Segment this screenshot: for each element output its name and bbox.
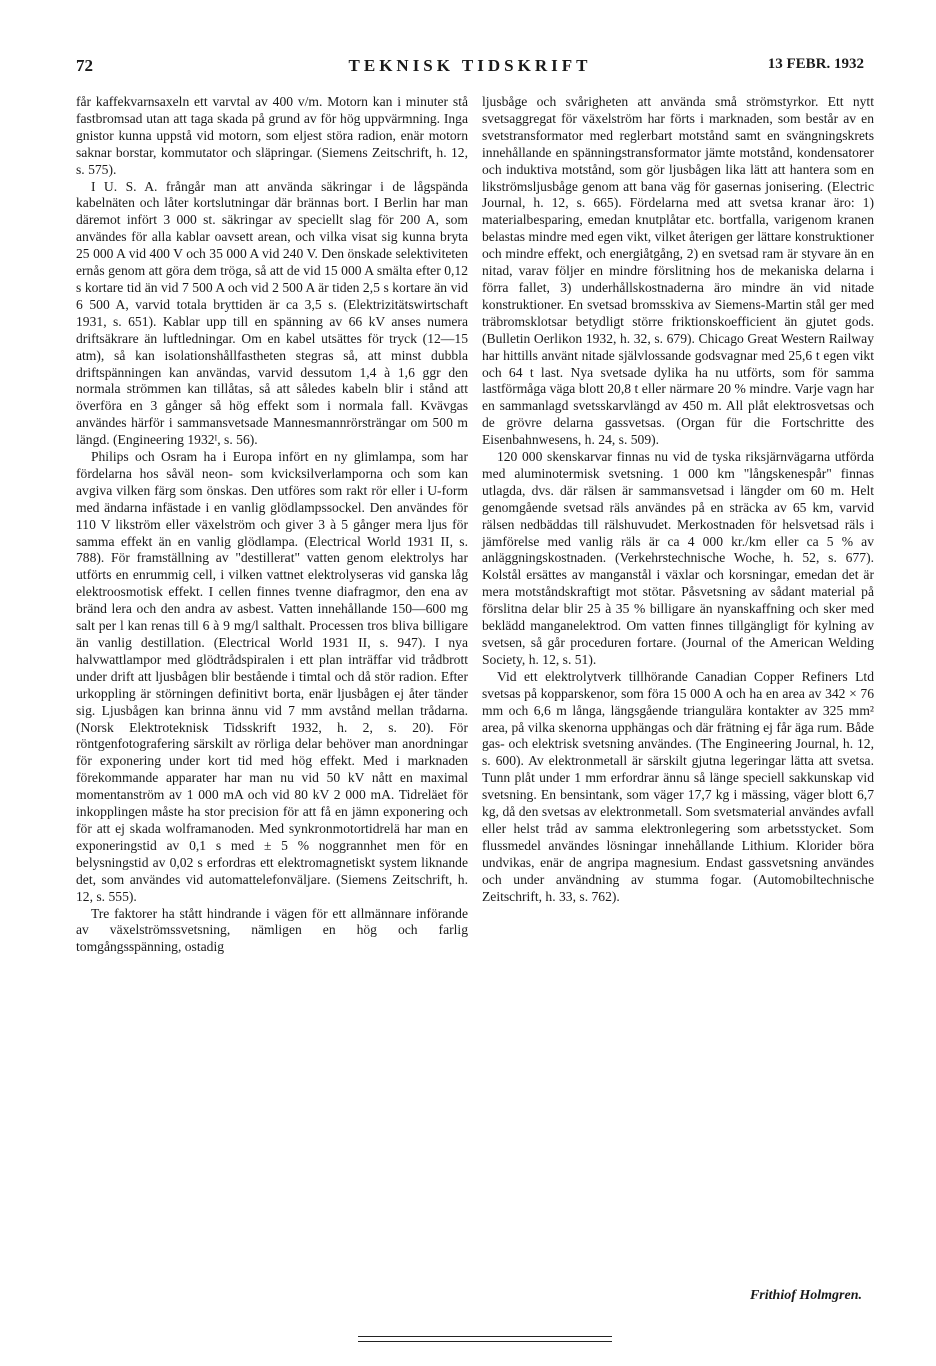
right-column — [482, 94, 874, 906]
paragraph: Tre faktorer ha stått hindrande i vägen för ett allmännare införande av växelströmssvetsning, nämligen en hög och farlig tomgångsspänning, ostadig — [76, 905, 468, 955]
page-header — [76, 56, 864, 80]
issue-date: 13 FEBR. 1932 — [767, 56, 864, 72]
paragraph: ljusbåge och svårigheten att använda små strömstyrkor. Ett nytt svetsaggregat för växelström har förts i marknaden, som består av en svetstransformator med reglerbart motstånd samt en svängningskrets innehållande en spänningstransformator jämte motstånd, kondensatorer och induktiva motstånd, som gör ljusbågen lika lätt att hantera som en likströmsljusbåge genom att bana väg för gasernas jonisering. (Electric Journal, h. 12, s. 665). Fördelarna med att svetsa kranar äro: 1) materialbesparing, emedan knutplåtar etc. bortfalla, varigenom kranen belastas mindre med egen vikt, vilket återigen ger lättare konstruktioner och mindre effekt, och energiåtgång, 2) en svetsad ram är styvare än en nitad, varav följer en mindre förslitning hos de mekaniska delarna i förra fallet, 3) underhållskostnaderna äro mindre än vid nitade konstruktioner. En svetsad bromsskiva av Siemens-Martin stål ger med träbromsklotsar betydligt större friktionskoefficient än gjutet gods. (Bulletin Oerlikon 1932, h. 32, s. 679). Chicago Great Western Railway har hittills använt nitade självlossande godsvagnar med 25,6 t egen vikt och 64 t last. Nya svetsade dylika ha nu utförts, som för samma lastförmåga väga blott 20,8 t eller närmare 20 % mindre. Varje vagn har en sammanlagd svetsskarvlängd av 450 m. All plåt elektrosvetsas och de grövre delarna gassvetsas. (Organ für die Fortschritte des Eisenbahnwesens, h. 24, s. 509). — [482, 94, 874, 448]
paragraph: får kaffekvarnsaxeln ett varvtal av 400 v/m. Motorn kan i minuter stå fastbromsad utan att taga skada på grund av för hög uppvärmning. Inga gnistor kunna uppstå vid motorn, som eljest störa radion, enär motorn saknar borstar, kommutator och släpringar. (Siemens Zeitschrift, h. 12, s. 575). — [76, 94, 468, 177]
paragraph: Philips och Osram ha i Europa infört en ny glimlampa, som har fördelarna hos såväl neon- som kvicksilverlamporna och som kan avgiva vilken färg som önskas. Den utföres som rakt rör eller i U-form med ändarna infästade i en vanlig glödlampssockel. Den användes för 110 V likström eller växelström och giver 3 à 5 gånger mera ljus för samma effekt än en vanlig glödlampa. (Electrical World 1931 II, s. 788). För framställning av "destillerat" vatten genom elektrolys har utförts en enrummig cell, i vilken vattnet elektrolyseras vid ganska låg elektroosmotisk effekt. I cellen finnes tvenne diafragmor, den ena av bränd lera och den andra av asbest. Vatten innehållande 150—600 mg salt per l kan renas till 6 à 9 mg/l salthalt. Processen tros bliva billigare än vanlig destillation. (Electrical World 1931 II, s. 947). I nya halvwattlampor med glödtrådspiralen i ett plan inträffar vid trådbrott under drift att ljusbågen blir bestående i timtal och då stör radion. Efter urkoppling är störningen definitivt borta, enär ljusbågen ej åter tänder sig. Ljusbågen kan brinna ännu vid 7 mm avstånd mellan trådarna. (Norsk Elektroteknisk Tidsskrift 1932, h. 2, s. 20). För röntgenfotografering särskilt av rörliga delar behöver man anordningar för exponering under kort tid med hög effekt. Med i marknaden förekommande apparater har man nu vid 50 kV nått en maximal momentanström av 1 000 mA och vid 80 kV 2 000 mA. Tidreläet för inkopplingen måste ha stor precision för att få en jämn exponering och för att ej skada wolframanoden. Med synkronmotortidrelä har man en exponeringstid av 0,1 s med ± 5 % noggrannhet men för en belysningstid av 0,02 s erfordras ett elektromagnetiskt system liknande det, som användes vid automattelefonväljare. (Siemens Zeitschrift, h. 12, s. 555). — [76, 449, 468, 904]
journal-title: TEKNISK TIDSKRIFT — [348, 56, 592, 75]
page-number: 72 — [76, 56, 93, 75]
paragraph: Vid ett elektrolytverk tillhörande Canadian Copper Refiners Ltd svetsas på kopparskenor, som föra 15 000 A och ha en area av 342 × 76 mm och 6,6 m långa, längsgående triangulära kontakter av 325 mm² area, på vilka skenorna upphängas och där frätning ej får äga rum. Både gas- och elektrisk svetsning användes. (The Engineering Journal, h. 12, s. 600). Av elektronmetall är särskilt gjutna legeringar lätta att svetsa. Tunn plåt under 1 mm erfordrar ännu så länge speciell sakkunskap vid svetsning. En bensintank, som väger 17,7 kg i mässing, väger blott 6,7 kg, då den svetsas av elektronmetall. Som svetsmaterial användes avfall eller helst tråd av samma elektronlegering som arbetsstycket. Som flussmedel användes lösningar innehållande Lithium. Klorider böra undvikas, enär de angripa magnesium. Endast gassvetsning användes och under användning av stumma fogar. (Automobiltechnische Zeitschrift, h. 33, s. 762). — [482, 668, 874, 904]
end-rule — [358, 1341, 612, 1342]
left-column — [76, 94, 468, 956]
author-signature: Frithiof Holmgren. — [749, 1288, 862, 1303]
end-rule — [358, 1336, 612, 1337]
paragraph: I U. S. A. frångår man att använda säkringar i de lågspända kabelnäten och låter kortslutningar där brännas bort. I Berlin har man däremot infört 3 000 st. säkringar av speciellt slag för 200 A, som användes för alla kablar oavsett arean, och vilka visat sig kunna bryta 25 000 A vid 400 V och 35 000 A vid 240 V. Den önskade selektiviteten ernås genom att göra dem tröga, så att de vid 15 000 A smälta efter 0,12 s kortare tid än vid 7 500 A och vid 2 500 A är tiden 2,5 s kortare än vid 6 500 A, varvid totala bryttiden är ca 3,5 s. (Elektrizitätswirtschaft 1931, s. 651). Kablar upp till en spänning av 66 kV anses numera driftsäkrare än luftledningar. Om en kabel utsättes för tryck (12—15 atm), så kan isolationshållfastheten stegras så, att minst dubbla driftspänningen kan användas, varvid dessutom 1,4 à 1,6 ggr den normala strömmen kan tillåtas, så att således kabeln blir i stånd att överföra en 3 gånger så hög effekt som i normala fall. Kvävgas användes härför i sammansvetsade Mannesmannrörsträngar om 500 m längd. (Engineering 1932ᴵ, s. 56). — [76, 178, 468, 448]
paragraph: 120 000 skenskarvar finnas nu vid de tyska riksjärnvägarna utförda med aluminotermisk svetsning. 1 000 km "långskenespår" finnas utlagda, dvs. där rälsen är sammansvetsad i längder om 60 m. Helt genomgående svetsad räls användes på en sträcka av 65 km, varvid rälsen nedbäddas till rälshuvudet. Merkostnaden för helsvetsad räls i jämförelse med vanlig räls är ca 4 000 kr./km eller ca 5 % av anläggningskostnaden. (Verkehrstechnische Woche, h. 52, s. 677). Kolstål ersättes av manganstål i växlar och korsningar, emedan det är mera motståndskraftigt mot stötar. Påsvetsning av sådant material på förslitna delar blir 25 à 35 % billigare än nyanskaffning och sker med beklädd manganelektrod. Om vatten finnes tillgängligt för kylning av svetsen, så går proceduren fortare. (Journal of the American Welding Society, h. 12, s. 51). — [482, 449, 874, 667]
